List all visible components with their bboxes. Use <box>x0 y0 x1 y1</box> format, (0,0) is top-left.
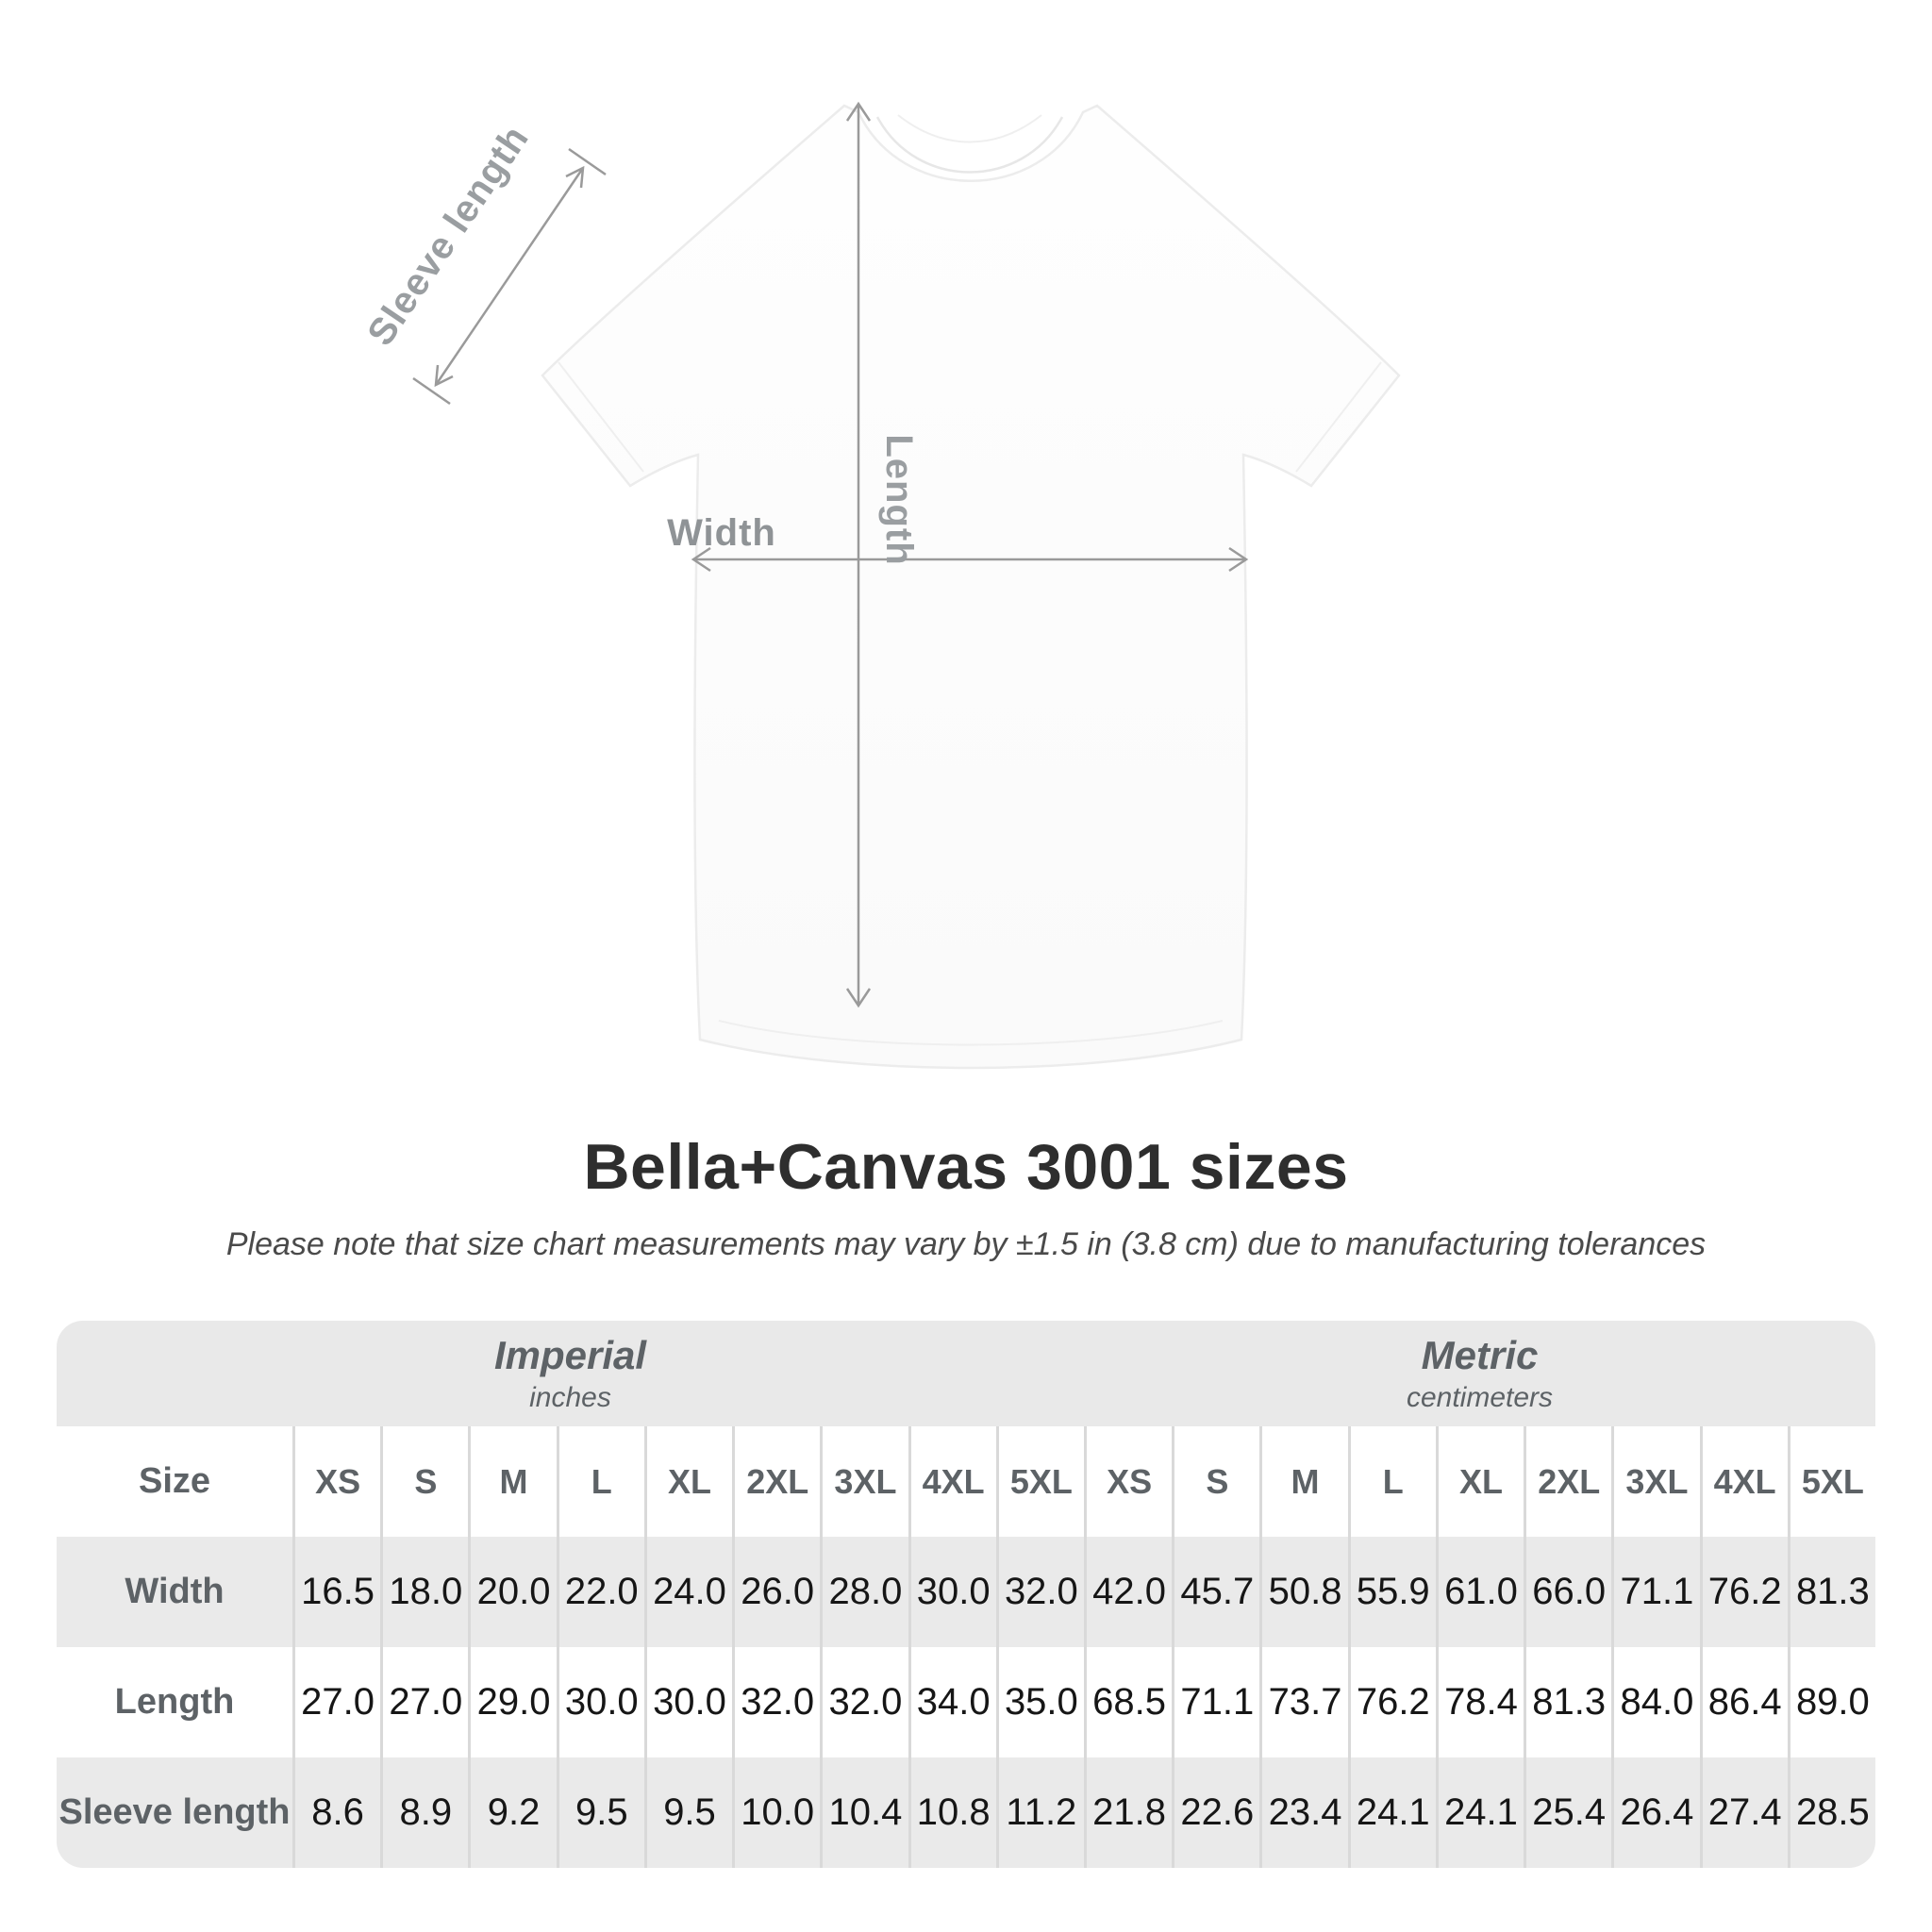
measure-cell: 8.6 <box>292 1757 380 1868</box>
measure-cell: 10.8 <box>908 1757 996 1868</box>
measure-cell: 76.2 <box>1700 1537 1788 1647</box>
measure-cell: 27.4 <box>1700 1757 1788 1868</box>
measure-cell: 27.0 <box>292 1647 380 1757</box>
measure-cell: 81.3 <box>1788 1537 1875 1647</box>
size-table <box>57 1321 1875 1868</box>
measure-cell: 68.5 <box>1084 1647 1172 1757</box>
row-label: Width <box>125 1572 225 1611</box>
size-col-header: S <box>1172 1426 1259 1537</box>
measure-cell: 42.0 <box>1084 1537 1172 1647</box>
measure-cell: 30.0 <box>644 1647 732 1757</box>
sleeve-extension-tick-top <box>569 149 606 175</box>
metric-group-header <box>1084 1321 1875 1426</box>
size-header-row <box>57 1426 1875 1537</box>
collar-back-seam <box>898 115 1041 142</box>
measure-cell: 29.0 <box>468 1647 556 1757</box>
tshirt-photo <box>542 106 1399 1068</box>
measure-cell: 32.0 <box>820 1647 908 1757</box>
measure-cell: 30.0 <box>557 1647 644 1757</box>
measure-cell: 32.0 <box>732 1647 820 1757</box>
measure-cell: 78.4 <box>1436 1647 1524 1757</box>
measure-cell: 9.2 <box>468 1757 556 1868</box>
measure-cell: 73.7 <box>1259 1647 1347 1757</box>
size-col-header: 2XL <box>732 1426 820 1537</box>
size-col-header: S <box>380 1426 468 1537</box>
measure-cell: 86.4 <box>1700 1647 1788 1757</box>
measure-cell: 81.3 <box>1524 1647 1611 1757</box>
measure-cell: 9.5 <box>557 1757 644 1868</box>
size-col-header: 2XL <box>1524 1426 1611 1537</box>
size-col-header: L <box>557 1426 644 1537</box>
measure-cell: 10.4 <box>820 1757 908 1868</box>
size-col-header: XS <box>292 1426 380 1537</box>
measure-cell: 9.5 <box>644 1757 732 1868</box>
measure-cell: 61.0 <box>1436 1537 1524 1647</box>
measure-cell: 24.1 <box>1348 1757 1436 1868</box>
measure-cell: 34.0 <box>908 1647 996 1757</box>
measure-cell: 66.0 <box>1524 1537 1611 1647</box>
row-label: Length <box>114 1682 235 1722</box>
measure-cell: 30.0 <box>908 1537 996 1647</box>
sleeve-extension-tick-bottom <box>413 378 450 404</box>
measure-cell: 18.0 <box>380 1537 468 1647</box>
size-col-header: XS <box>1084 1426 1172 1537</box>
measure-cell: 26.4 <box>1611 1757 1699 1868</box>
row-label: Sleeve length <box>58 1792 291 1832</box>
size-col-header: 3XL <box>820 1426 908 1537</box>
measure-cell: 21.8 <box>1084 1757 1172 1868</box>
size-col-header: 3XL <box>1611 1426 1699 1537</box>
measure-cell: 28.0 <box>820 1537 908 1647</box>
measure-cell: 16.5 <box>292 1537 380 1647</box>
measure-cell: 45.7 <box>1172 1537 1259 1647</box>
table-row <box>57 1757 1875 1868</box>
measure-cell: 22.0 <box>557 1537 644 1647</box>
length-label: Length <box>878 434 920 566</box>
measure-cell: 28.5 <box>1788 1757 1875 1868</box>
measure-cell: 84.0 <box>1611 1647 1699 1757</box>
page-title: Bella+Canvas 3001 sizes <box>583 1131 1349 1203</box>
size-col-header: 5XL <box>996 1426 1084 1537</box>
measure-cell: 8.9 <box>380 1757 468 1868</box>
measure-cell: 10.0 <box>732 1757 820 1868</box>
table-row <box>57 1647 1875 1757</box>
size-col-header: XL <box>644 1426 732 1537</box>
measure-cell: 24.0 <box>644 1537 732 1647</box>
measure-cell: 26.0 <box>732 1537 820 1647</box>
measure-cell: 22.6 <box>1172 1757 1259 1868</box>
measure-cell: 24.1 <box>1436 1757 1524 1868</box>
measure-cell: 55.9 <box>1348 1537 1436 1647</box>
measure-cell: 76.2 <box>1348 1647 1436 1757</box>
metric-group-name: Metric <box>1421 1333 1539 1377</box>
sleeve-length-label: Sleeve length <box>359 118 538 354</box>
table-row <box>57 1537 1875 1647</box>
imperial-group-header <box>57 1321 1084 1426</box>
measure-cell: 89.0 <box>1788 1647 1875 1757</box>
unit-header-band <box>57 1321 1875 1426</box>
width-label: Width <box>667 512 776 554</box>
measure-cell: 32.0 <box>996 1537 1084 1647</box>
measure-cell: 25.4 <box>1524 1757 1611 1868</box>
size-col-header: M <box>468 1426 556 1537</box>
size-col-header: 4XL <box>908 1426 996 1537</box>
tolerance-note: Please note that size chart measurements may vary by ±1.5 in (3.8 cm) due to manufacturing tolerances <box>225 1226 1707 1262</box>
measure-cell: 35.0 <box>996 1647 1084 1757</box>
size-col-header: 4XL <box>1700 1426 1788 1537</box>
size-label: Size <box>138 1461 211 1501</box>
size-col-header: L <box>1348 1426 1436 1537</box>
metric-group-unit: centimeters <box>1406 1382 1554 1413</box>
measure-cell: 20.0 <box>468 1537 556 1647</box>
measure-cell: 50.8 <box>1259 1537 1347 1647</box>
measure-cell: 71.1 <box>1611 1537 1699 1647</box>
measure-cell: 27.0 <box>380 1647 468 1757</box>
measure-cell: 23.4 <box>1259 1757 1347 1868</box>
size-col-header: XL <box>1436 1426 1524 1537</box>
imperial-group-name: Imperial <box>493 1333 647 1377</box>
measure-cell: 11.2 <box>996 1757 1084 1868</box>
size-col-header: 5XL <box>1788 1426 1875 1537</box>
imperial-group-unit: inches <box>529 1382 611 1413</box>
size-col-header: M <box>1259 1426 1347 1537</box>
size-grid <box>57 1426 1875 1868</box>
measure-cell: 71.1 <box>1172 1647 1259 1757</box>
